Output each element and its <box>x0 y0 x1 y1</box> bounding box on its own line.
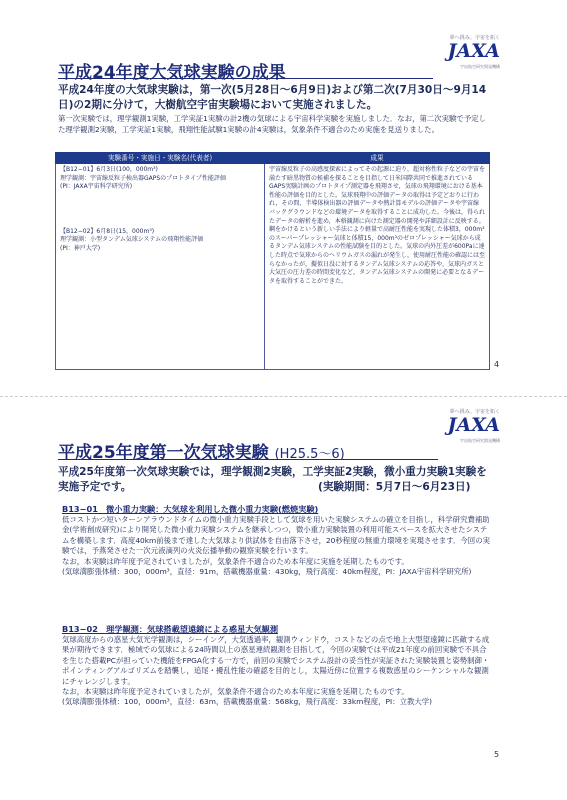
result-text: 宇宙線反粒子の高感度探索によってその起源に迫り，超対称性粒子などの宇宙を満たす暗黒物質の候補を探ることを目指して日米国際共同で推進されているGAPS実験計画のプロトタイプ測定器を飛翔させ，気球の飛翔環境における基本性能の評価を目的とした。気球飛翔中の評価データの取得は予定どおりに行われ，その間，半導体検出器の評価データや熱計算モデルの評価データや宇宙線バックグラウンドなどの環境データを取得することに成功した。今後は，得られたデータの解析を進め，本格観測に向けた測定器の開発や詳細設計に反映する。 <box>269 166 486 225</box>
experiment-name: 理学観測：宇宙線反粒子検出器GAPSのプロトタイプ性能評価 <box>60 174 226 182</box>
section-body-b13-01 <box>62 515 492 577</box>
section-heading-b13-02: B13−02 理学観測：気球搭載望遠鏡による惑星大気観測 <box>62 624 279 634</box>
logo-tagline: 夢へ挑み、宇宙を拓く <box>449 409 500 415</box>
table-header-experiment: 実験番号・実施日・実験名(代表者) <box>56 153 265 164</box>
section-note: なお，本実験は昨年度予定されていましたが，気象条件不適合のため本年度に実施を延期したものです。 <box>62 687 409 697</box>
lead-text: 平成24年度の大気球実験は，第一次(5月28日～6月9日)および第二次(7月30日～9月14日)の2期に分けて，大樹航空宇宙実験場において実施されました。 <box>58 84 487 111</box>
page-4 <box>0 0 567 398</box>
section-description: 気球高度からの惑星大気光学観測は，シーイング，大気透過率，観測ウィンドウ，コストなどの点で地上大型望遠鏡に匹敵する成果が期待できます．極域での気球による24時間以上の惑星連続観測を目指して，今回の実験では平成21年度の前回実験で不具合を生じた搭載PCが担っていた機能をFPGA化する一方で，前回の実験でシステム設計の妥当性が実証された実験装置と姿勢制御・ポインティングアルゴリズムを踏襲し，追尾・擾乱性能の確認を目的とし，太陽近傍に位置する複数惑星のシーケンシャルな観測にチャレンジします。 <box>62 635 490 686</box>
section-body-b13-02 <box>62 635 492 708</box>
logo-org: 宇宙航空研究開発機構 <box>460 64 500 69</box>
section-description: 低コストかつ短いターンアラウンドタイムの微小重力実験手段として気球を用いた実験システムの確立を目指し，科学研究費補助金(学術創成研究)により開発した微小重力実験システムを継承しつつ，微小重力実験装置の利用可能スペースを拡大させたシステムを構築します．高度40km前後まで達した大気球より供試体を自由落下させ，20秒程度の無重力環境を実現させます．今回の実験では，予燕発させた一次元液滴列の火炎伝播挙動の観察実験を行います。 <box>62 515 490 556</box>
page-title: 平成24年度大気球実験の成果 <box>58 63 286 83</box>
experiment-period: (実験期間：5月7日～6月23日) <box>318 481 471 493</box>
logo-org: 宇宙航空研究開発機構 <box>460 438 500 443</box>
result-cell <box>265 164 490 370</box>
section-note: なお，本実験は昨年度予定されていましたが，気象条件不適合のため本年度に実施を延期したものです。 <box>62 556 409 566</box>
table-row <box>56 164 490 370</box>
title-rule <box>58 459 438 460</box>
jaxa-logo <box>430 408 500 448</box>
logo-tagline: 夢へ挑み、宇宙を拓く <box>449 35 500 41</box>
summary-text: 第一次実験では，理学観測1実験，工学実証1実験の計2機の気球による宇宙科学実験を実施しました．なお，第二次実験で予定した理学観測2実験，工学実証1実験，飛翔性能試験1実験の計4実験は，気象条件不適合のため実施を見送りました。 <box>58 114 486 134</box>
experiment-cell <box>56 164 265 370</box>
page-5 <box>0 398 567 800</box>
experiment-name: 理学観測：小型タンデム気球システムの飛翔性能評価 <box>60 236 204 244</box>
page-number: 4 <box>494 360 500 369</box>
section-specs: (気球満膨張体積：100，000m³，直径：63m，搭載機器重量：568kg，飛行高度：33km程度，PI：立教大学) <box>62 697 433 707</box>
experiment-id: 【B12−01】6月3日(100，000m³) <box>60 166 158 173</box>
section-heading-b13-01: B13−01 微小重力実験：大気球を利用した微小重力実験(燃焼実験) <box>62 504 319 514</box>
page-title-period: (H25.5～6) <box>274 447 345 462</box>
section-specs: (気球満膨張体積：300，000m³，直径：91m，搭載機器重量：430kg，飛行高度：40km程度，PI：JAXA宇宙科学研究所) <box>62 567 472 577</box>
page-title-main: 平成25年度第一次気球実験 <box>58 443 269 463</box>
results-table <box>55 152 490 370</box>
experiment-pi: (PI：神戸大学) <box>60 244 101 252</box>
title-rule <box>58 78 433 79</box>
logo-mark: JAXA <box>447 40 500 62</box>
result-text: 鋼をかけるという新しい手法により軽量で高耐圧性能を実現した体積3，000m³のスーパープレッシャー気球と体積15，000m³のゼロプレッシャー気球から成るタンデム気球システムの性能試験を目的とした。気球の内外圧差が600Paに達した時点で気球からのヘリウムガスの漏れが発生し，使用耐圧性能の確認には至らなかったが，擬似日没に対するタンデム気球システムの応答や，気球内ガスと大気圧の圧力差の時間変化など，タンデム気球システムの開発に必要となるデータを取得することができた。 <box>269 226 485 285</box>
lead-text: 平成25年度第一次気球実験では，理学観測2実験，工学実証2実験，微小重力実験1実験を実施予定です。 <box>58 466 487 493</box>
page-number: 5 <box>494 750 500 759</box>
jaxa-logo <box>430 34 500 74</box>
experiment-id: 【B12−02】6月8日(15，000m³) <box>60 227 155 235</box>
logo-mark: JAXA <box>447 414 500 436</box>
experiment-pi: (PI：JAXA宇宙科学研究所) <box>60 183 133 191</box>
table-header-result: 成果 <box>265 153 490 164</box>
table-header-row <box>56 153 490 164</box>
